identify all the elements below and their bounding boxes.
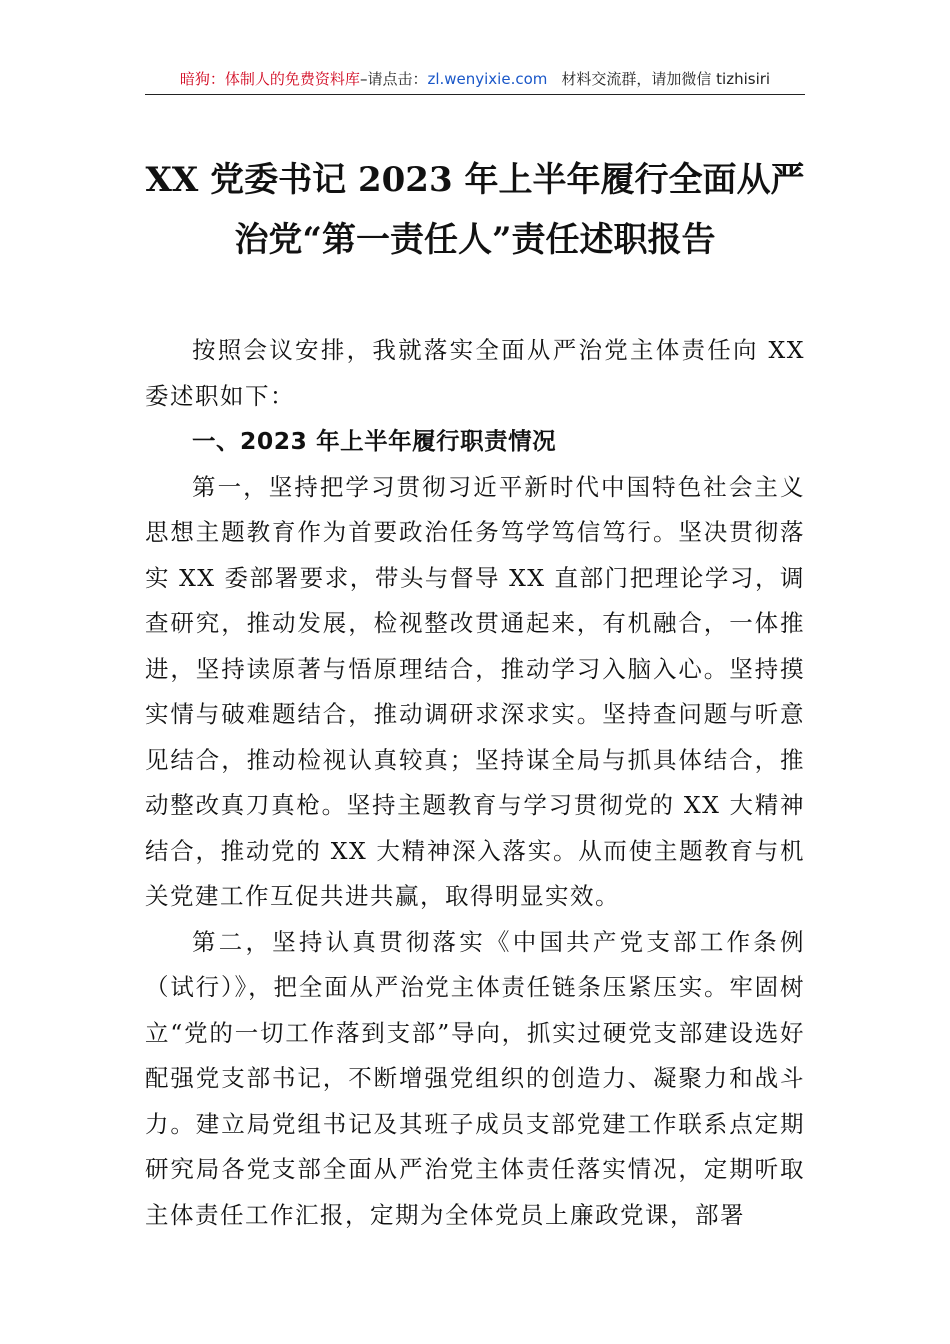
section-heading-1: 一、2023 年上半年履行职责情况 [192,427,557,455]
intro-paragraph: 按照会议安排，我就落实全面从严治党主体责任向 XX 委述职如下： [145,336,805,410]
header-url-link[interactable]: zl.wenyixie.com [427,70,548,88]
watermark-header [145,64,805,95]
paragraph-1: 第一，坚持把学习贯彻习近平新时代中国特色社会主义思想主题教育作为首要政治任务笃学笃信笃行。坚决贯彻落实 XX 委部署要求，带头与督导 XX 直部门把理论学习，调查研究，推动发展，检视整改贯通起来，有机融合，一体推进，坚持读原著与悟原理结合，推动学习入脑入心。坚持摸实情与破难题结合，推动调研求深求实。坚持查问题与听意见结合，推动检视认真较真；坚持谋全局与抓具体结合，推动整改真刀真枪。坚持主题教育与学习贯彻党的 XX 大精神结合，推动党的 XX 大精神深入落实。从而使主题教育与机关党建工作互促共进共赢，取得明显实效。 [145,472,805,910]
title-line-1: XX 党委书记 2023 年上半年履行全面从严 [145,160,805,200]
paragraph-2: 第二，坚持认真贯彻落实《中国共产党支部工作条例（试行）》，把全面从严治党主体责任链条压紧压实。牢固树立“党的一切工作落到支部”导向，抓实过硬党支部建设选好配强党支部书记，不断增强党组织的创造力、凝聚力和战斗力。建立局党组书记及其班子成员支部党建工作联系点定期研究局各党支部全面从严治党主体责任落实情况，定期听取主体责任工作汇报，定期为全体党员上廉政党课，部署 [145,927,805,1229]
header-click-prefix: –请点击： [359,70,428,88]
header-brand: 暗狗：体制人的免费资料库 [179,70,360,88]
document-title [145,150,805,270]
title-line-2: 治党“第一责任人”责任述职报告 [234,220,716,260]
header-contact: 材料交流群，请加微信 tizhisiri [561,70,771,88]
document-body [145,328,805,1238]
